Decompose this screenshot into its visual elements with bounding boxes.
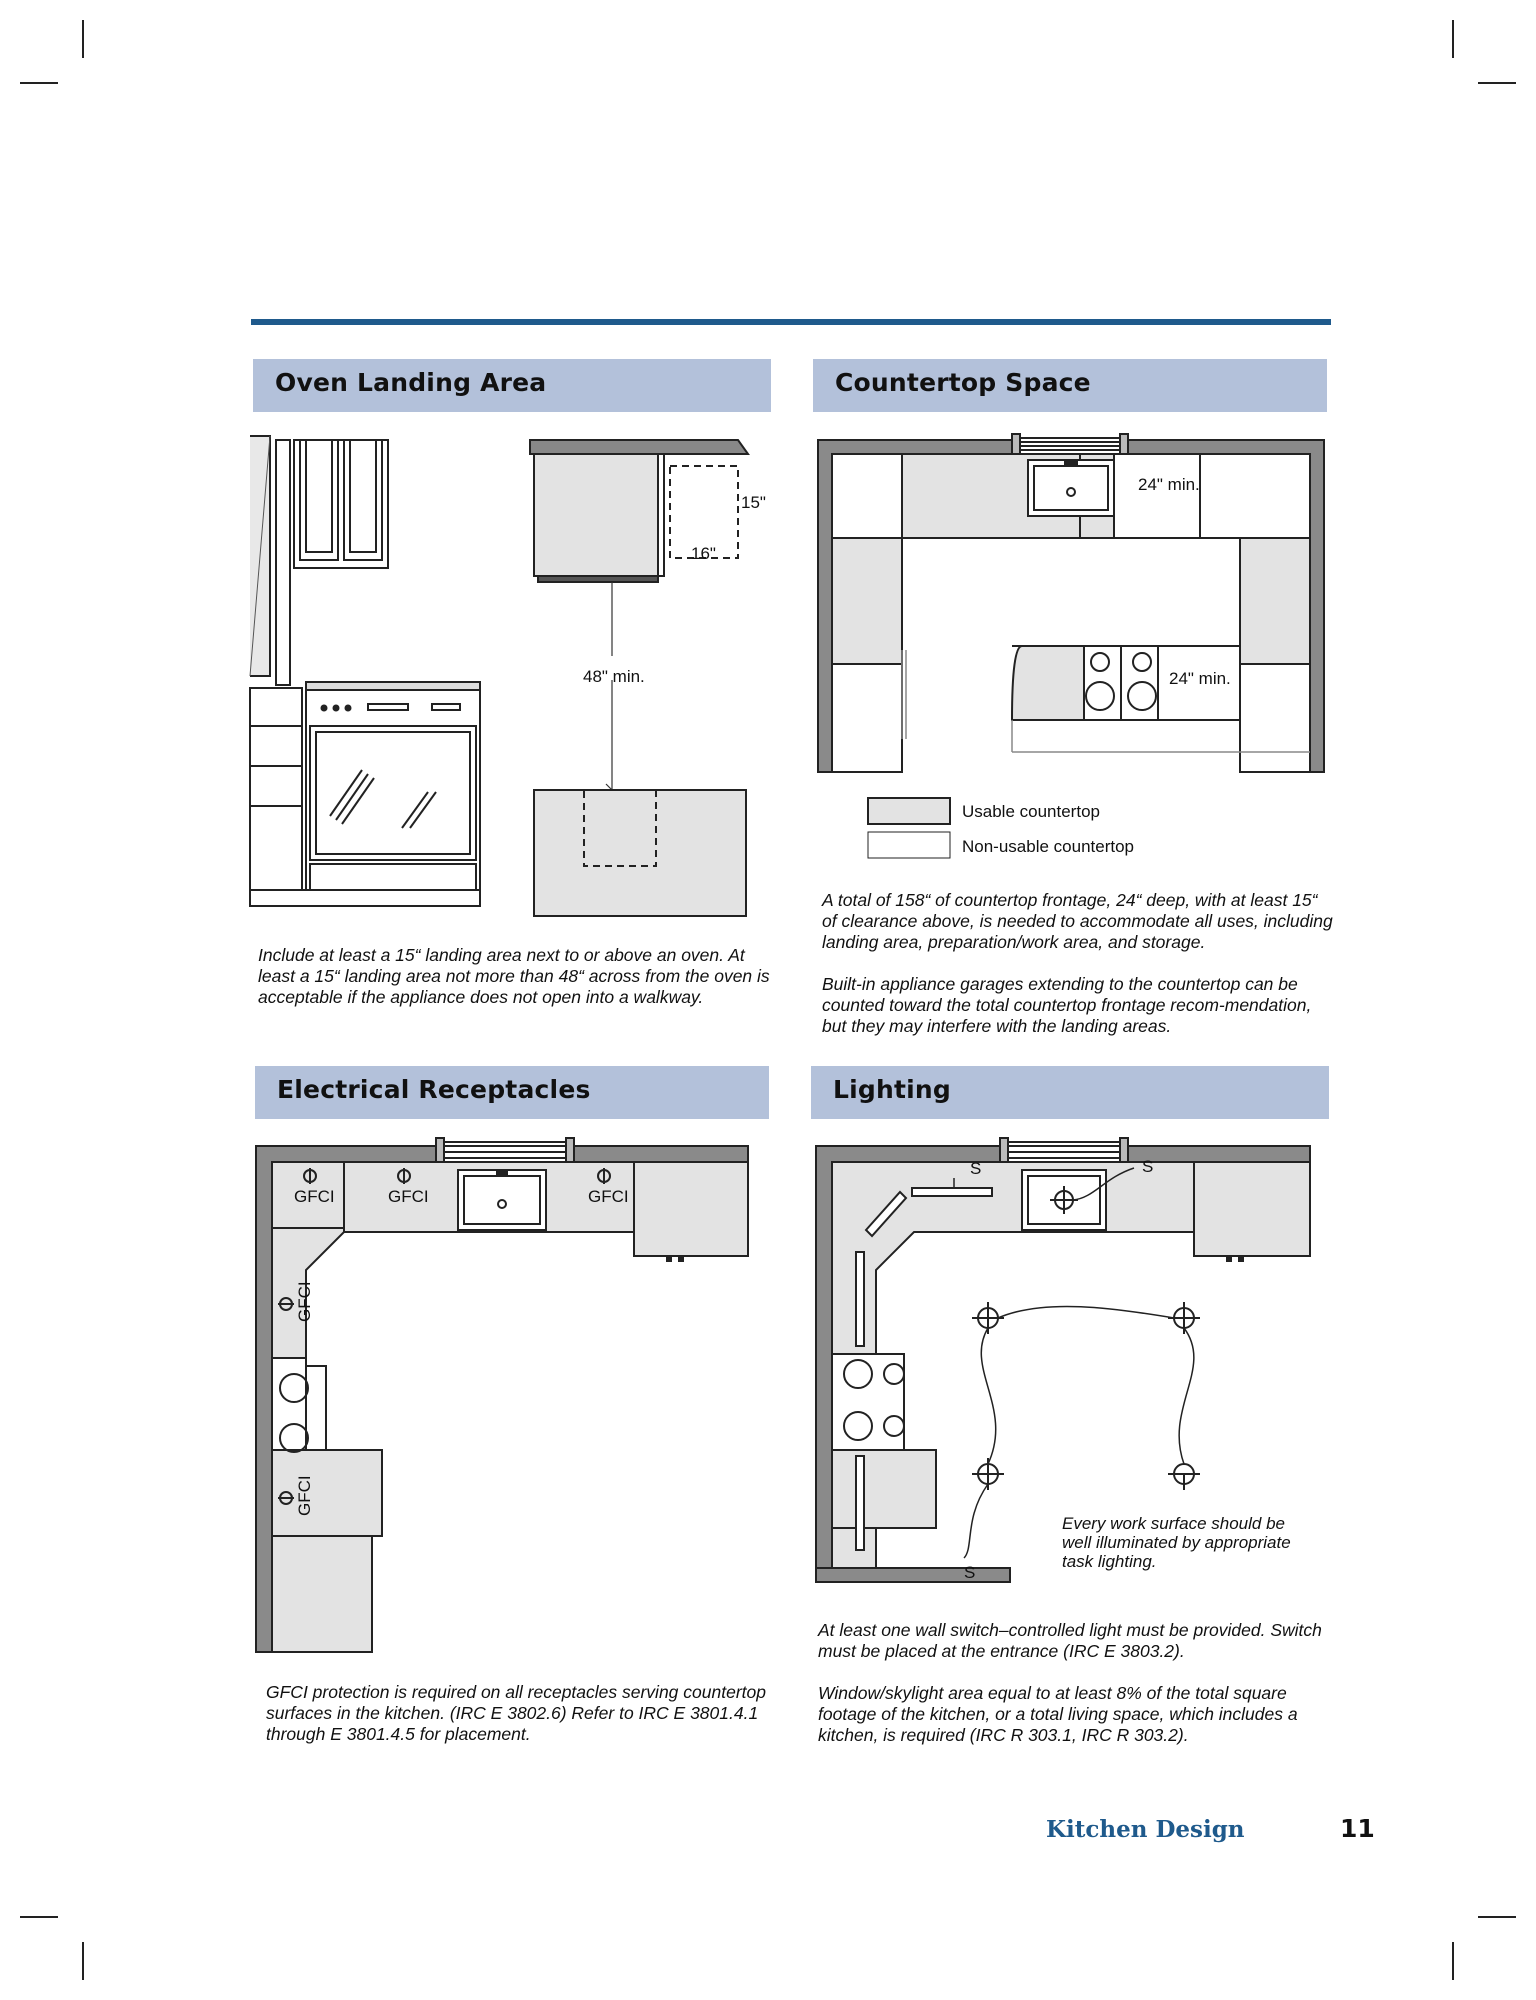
section-header-oven	[253, 359, 771, 412]
switch-label: S	[970, 1159, 982, 1178]
top-rule	[251, 319, 1331, 325]
crop-mark	[1478, 1916, 1516, 1918]
lighting-caption	[818, 1620, 1330, 1746]
electrical-diagram	[254, 1138, 754, 1658]
crop-mark	[20, 82, 58, 84]
legend-swatch-nonusable	[868, 832, 950, 858]
sink-dim-label: 24" min.	[1138, 475, 1200, 494]
gfci-label: GFCI	[388, 1187, 429, 1206]
switch-label: S	[1142, 1157, 1154, 1176]
countertop-diagram	[816, 434, 1326, 854]
electrical-caption: GFCI protection is required on all receptacles serving countertop surfaces in the kitchen. (IRC E 3802.6) Refer to IRC E 3801.4.1 through E 3801.4.5 for placement.	[266, 1682, 766, 1744]
lighting-caption-1: At least one wall switch–controlled light must be provided. Switch must be placed at the entrance (IRC E 3803.2).	[818, 1620, 1322, 1661]
legend-usable-label: Usable countertop	[962, 802, 1100, 821]
across-dim-label: 48" min.	[583, 667, 645, 686]
section-title: Electrical Receptacles	[277, 1075, 591, 1104]
section-title: Countertop Space	[835, 368, 1091, 397]
crop-mark	[82, 20, 84, 58]
section-header-countertop	[813, 359, 1327, 412]
page-number: 11	[1340, 1814, 1375, 1843]
section-title: Oven Landing Area	[275, 368, 547, 397]
oven-landing-diagram	[250, 436, 766, 916]
range-dim-label: 24" min.	[1169, 669, 1231, 688]
countertop-caption-2: Built-in appliance garages extending to the countertop can be counted toward the total countertop frontage recom-mendation, but they may interfere with the landing areas.	[822, 974, 1312, 1036]
crop-mark	[82, 1942, 84, 1980]
crop-mark	[1452, 1942, 1454, 1980]
switch-label: S	[964, 1563, 976, 1582]
legend-swatch-usable	[868, 798, 950, 824]
gfci-label: GFCI	[295, 1281, 314, 1322]
depth-dim-label: 15"	[741, 493, 766, 512]
countertop-caption-1: A total of 158“ of countertop frontage, 24“ deep, with at least 15“ of clearance above, is needed to accommodate all uses, including landing area, preparation/work area, and storage.	[822, 890, 1333, 952]
section-header-lighting	[811, 1066, 1329, 1119]
oven-caption: Include at least a 15“ landing area next to or above an oven. At least a 15“ landing area not more than 48“ across from the oven is acceptable if the appliance does not open into a walkway.	[258, 945, 770, 1007]
section-title: Lighting	[833, 1075, 952, 1104]
section-header-electrical	[255, 1066, 769, 1119]
lighting-note: Every work surface should be well illuminated by appropriate task lighting.	[1062, 1514, 1291, 1571]
gfci-label: GFCI	[588, 1187, 629, 1206]
countertop-caption	[822, 890, 1334, 1037]
gfci-label: GFCI	[294, 1187, 335, 1206]
footer-title: Kitchen Design	[1046, 1816, 1245, 1843]
legend-nonusable-label: Non-usable countertop	[962, 837, 1135, 856]
crop-mark	[20, 1916, 58, 1918]
gfci-label: GFCI	[295, 1475, 314, 1516]
lighting-caption-2: Window/skylight area equal to at least 8% of the total square footage of the kitchen, or a total living space, which includes a kitchen, is required (IRC R 303.1, IRC R 303.2).	[818, 1683, 1298, 1745]
crop-mark	[1478, 82, 1516, 84]
width-dim-label: 16"	[691, 544, 716, 563]
crop-mark	[1452, 20, 1454, 58]
